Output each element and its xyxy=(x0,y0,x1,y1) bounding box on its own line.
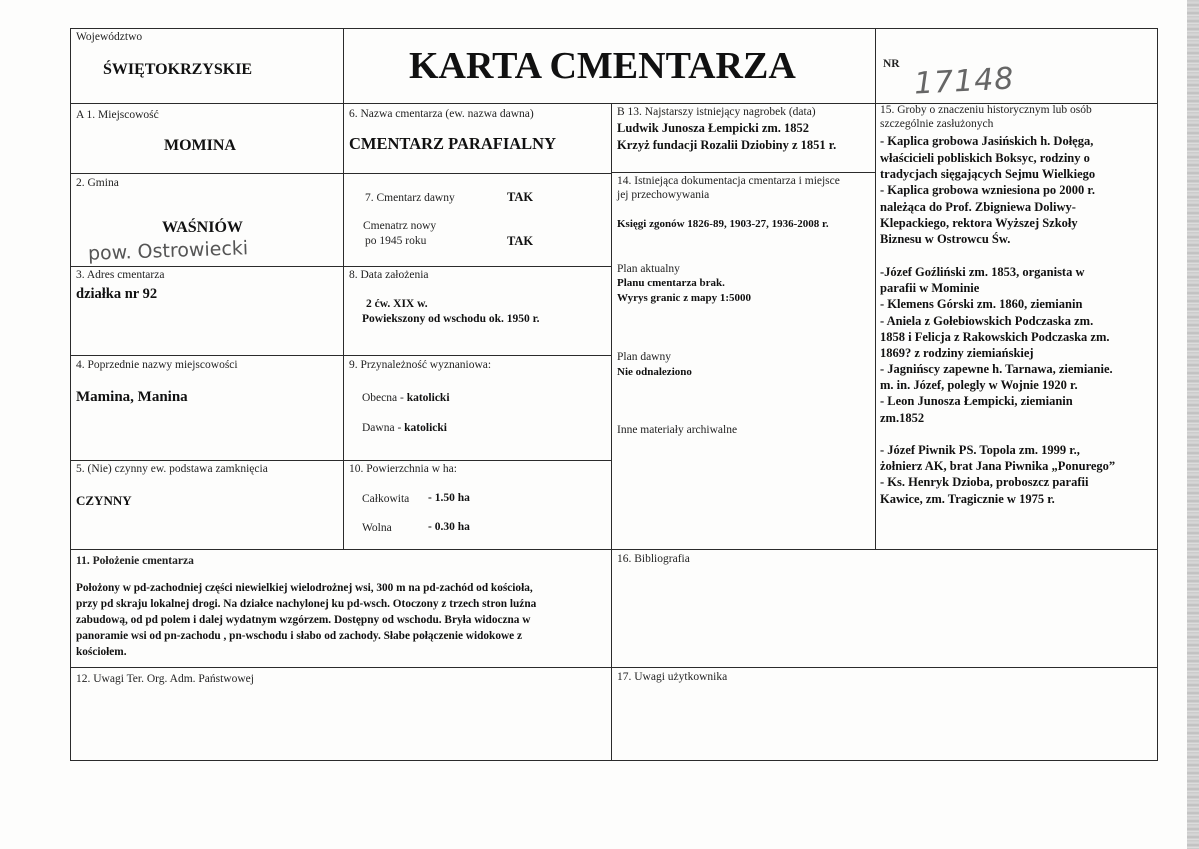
documentation-label-1: 14. Istniejąca dokumentacja cmentarza i miejsce xyxy=(617,175,840,187)
bibliography-label: 16. Bibliografia xyxy=(617,553,690,565)
founding-date-line-1: 2 ćw. XIX w. xyxy=(366,298,428,310)
area-total-value: - 1.50 ha xyxy=(428,492,470,504)
current-plan-label: Plan aktualny xyxy=(617,263,680,275)
notable-grave-line: 1858 i Felicja z Rakowskich Podczaska zm. xyxy=(880,330,1110,344)
notable-grave-line: parafii w Mominie xyxy=(880,281,980,295)
death-registers-value: Księgi zgonów 1826-89, 1903-27, 1936-2008 r. xyxy=(617,218,829,230)
denomination-current xyxy=(362,388,450,406)
cemetery-name-label: 6. Nazwa cmentarza (ew. nazwa dawna) xyxy=(349,108,534,120)
notable-grave-line: - Józef Piwnik PS. Topola zm. 1999 r., xyxy=(880,443,1080,457)
new-cemetery-label-2: po 1945 roku xyxy=(365,235,427,247)
area-total-label: Całkowita xyxy=(362,493,410,505)
denomination-former xyxy=(362,418,447,436)
previous-names-value: Mamina, Manina xyxy=(76,389,188,405)
area-free-label: Wolna xyxy=(362,522,392,534)
notable-graves-label-2: szczególnie zasłużonych xyxy=(880,118,994,130)
voivodeship-value: ŚWIĘTOKRZYSKIE xyxy=(103,61,253,78)
notable-grave-line: - Kaplica grobowa Jasińskich h. Dołęga, xyxy=(880,134,1094,148)
notable-grave-line: właścicieli pobliskich Boksyc, rodziny o xyxy=(880,151,1090,165)
notable-grave-line: - Klemens Górski zm. 1860, ziemianin xyxy=(880,297,1083,311)
location-description-line: zabudową, od pd polem i dalej wydatnym wzgórzem. Dostępny od wschodu. Bryła widoczna w xyxy=(76,614,531,626)
address-value: działka nr 92 xyxy=(76,286,158,302)
notable-grave-line: -Józef Goźliński zm. 1853, organista w xyxy=(880,265,1085,279)
notable-grave-line: zm.1852 xyxy=(880,411,925,425)
notable-grave-line: Kawice, zm. Tragicznie w 1975 r. xyxy=(880,492,1055,506)
notable-graves-label-1: 15. Groby o znaczeniu historycznym lub osób xyxy=(880,104,1092,116)
administrative-remarks-label: 12. Uwagi Ter. Org. Adm. Państwowej xyxy=(76,673,254,685)
oldest-tombstone-line-2: Krzyż fundacji Rozalii Dziobiny z 1851 r. xyxy=(617,138,837,152)
locality-label: A 1. Miejscowość xyxy=(76,109,159,121)
notable-grave-line: Klepackiego, rektora Wyższej Szkoły xyxy=(880,216,1078,230)
new-cemetery-label-1: Cmenatrz nowy xyxy=(363,220,437,232)
notable-grave-line: - Kaplica grobowa wzniesiona po 2000 r. xyxy=(880,183,1095,197)
county-handwritten-note: pow. Ostrowiecki xyxy=(87,237,249,265)
locality-value: MOMINA xyxy=(164,137,236,154)
notable-grave-line: - Leon Junosza Łempicki, ziemianin xyxy=(880,394,1073,408)
new-cemetery-value: TAK xyxy=(507,234,534,248)
denomination-former-label: Dawna - xyxy=(362,422,405,434)
status-label: 5. (Nie) czynny ew. podstawa zamknięcia xyxy=(76,463,268,475)
commune-label: 2. Gmina xyxy=(76,177,119,189)
notable-grave-line: żołnierz AK, brat Jana Piwnika „Ponurego” xyxy=(880,459,1116,473)
address-label: 3. Adres cmentarza xyxy=(76,269,165,281)
denomination-former-value: katolicki xyxy=(404,422,447,434)
old-plan-value: Nie odnaleziono xyxy=(617,366,692,378)
location-description-line: panoramie wsi od pn-zachodu , pn-wschodu i słabo od zachody. Słabe połączenie widokowe z xyxy=(76,630,522,642)
page-title: KARTA CMENTARZA xyxy=(409,45,796,87)
founding-date-label: 8. Data założenia xyxy=(349,269,429,281)
notable-grave-line: należąca do Prof. Zbigniewa Doliwy- xyxy=(880,200,1076,214)
oldest-tombstone-line-1: Ludwik Junosza Łempicki zm. 1852 xyxy=(617,121,810,135)
current-plan-line-2: Wyrys granic z mapy 1:5000 xyxy=(617,292,752,304)
old-cemetery-label: 7. Cmentarz dawny xyxy=(365,192,455,204)
notable-grave-line: - Jagnińscy zapewne h. Tarnawa, ziemianie. xyxy=(880,362,1113,376)
notable-grave-line: tradycjach sięgających Sejmu Wielkiego xyxy=(880,167,1096,181)
voivodeship-label: Województwo xyxy=(76,31,143,43)
user-remarks-label: 17. Uwagi użytkownika xyxy=(617,671,728,683)
location-description-line: Położony w pd-zachodniej części niewielkiej wielodrożnej wsi, 300 m na pd-zachód od kościoła, xyxy=(76,582,533,594)
previous-names-label: 4. Poprzednie nazwy miejscowości xyxy=(76,359,238,371)
notable-grave-line: Biznesu w Ostrowcu Św. xyxy=(880,232,1011,246)
denomination-current-label: Obecna - xyxy=(362,392,407,404)
founding-date-line-2: Powiekszony od wschodu ok. 1950 r. xyxy=(362,313,540,325)
location-label: 11. Położenie cmentarza xyxy=(76,555,194,567)
area-free-value: - 0.30 ha xyxy=(428,521,470,533)
notable-grave-line: - Aniela z Gołebiowskich Podczaska zm. xyxy=(880,314,1094,328)
other-archives-label: Inne materiały archiwalne xyxy=(617,424,738,436)
denomination-current-value: katolicki xyxy=(406,392,450,404)
current-plan-line-1: Planu cmentarza brak. xyxy=(617,277,725,289)
documentation-label-2: jej przechowywania xyxy=(617,189,710,201)
area-label: 10. Powierzchnia w ha: xyxy=(349,463,457,475)
notable-grave-line: m. in. Józef, polegly w Wojnie 1920 r. xyxy=(880,378,1078,392)
old-plan-label: Plan dawny xyxy=(617,351,671,363)
denomination-label: 9. Przynależność wyznaniowa: xyxy=(349,359,492,371)
status-value: CZYNNY xyxy=(76,493,132,508)
cemetery-name-value: CMENTARZ PARAFIALNY xyxy=(349,134,557,153)
oldest-tombstone-label: B 13. Najstarszy istniejący nagrobek (data) xyxy=(617,106,816,118)
location-description-line: kościołem. xyxy=(76,646,127,658)
notable-grave-line: - Ks. Henryk Dzioba, proboszcz parafii xyxy=(880,475,1089,489)
location-description-line: przy pd skraju lokalnej drogi. Na działce nachylonej ku pd-wsch. Otoczony z trzech stron luźna xyxy=(76,598,537,610)
old-cemetery-value: TAK xyxy=(507,190,534,204)
nr-label: NR xyxy=(883,58,900,70)
notable-grave-line: 1869? z rodziny ziemiańskiej xyxy=(880,346,1034,360)
nr-handwritten-value: 17148 xyxy=(913,61,1016,102)
commune-value: WAŚNIÓW xyxy=(162,219,243,236)
